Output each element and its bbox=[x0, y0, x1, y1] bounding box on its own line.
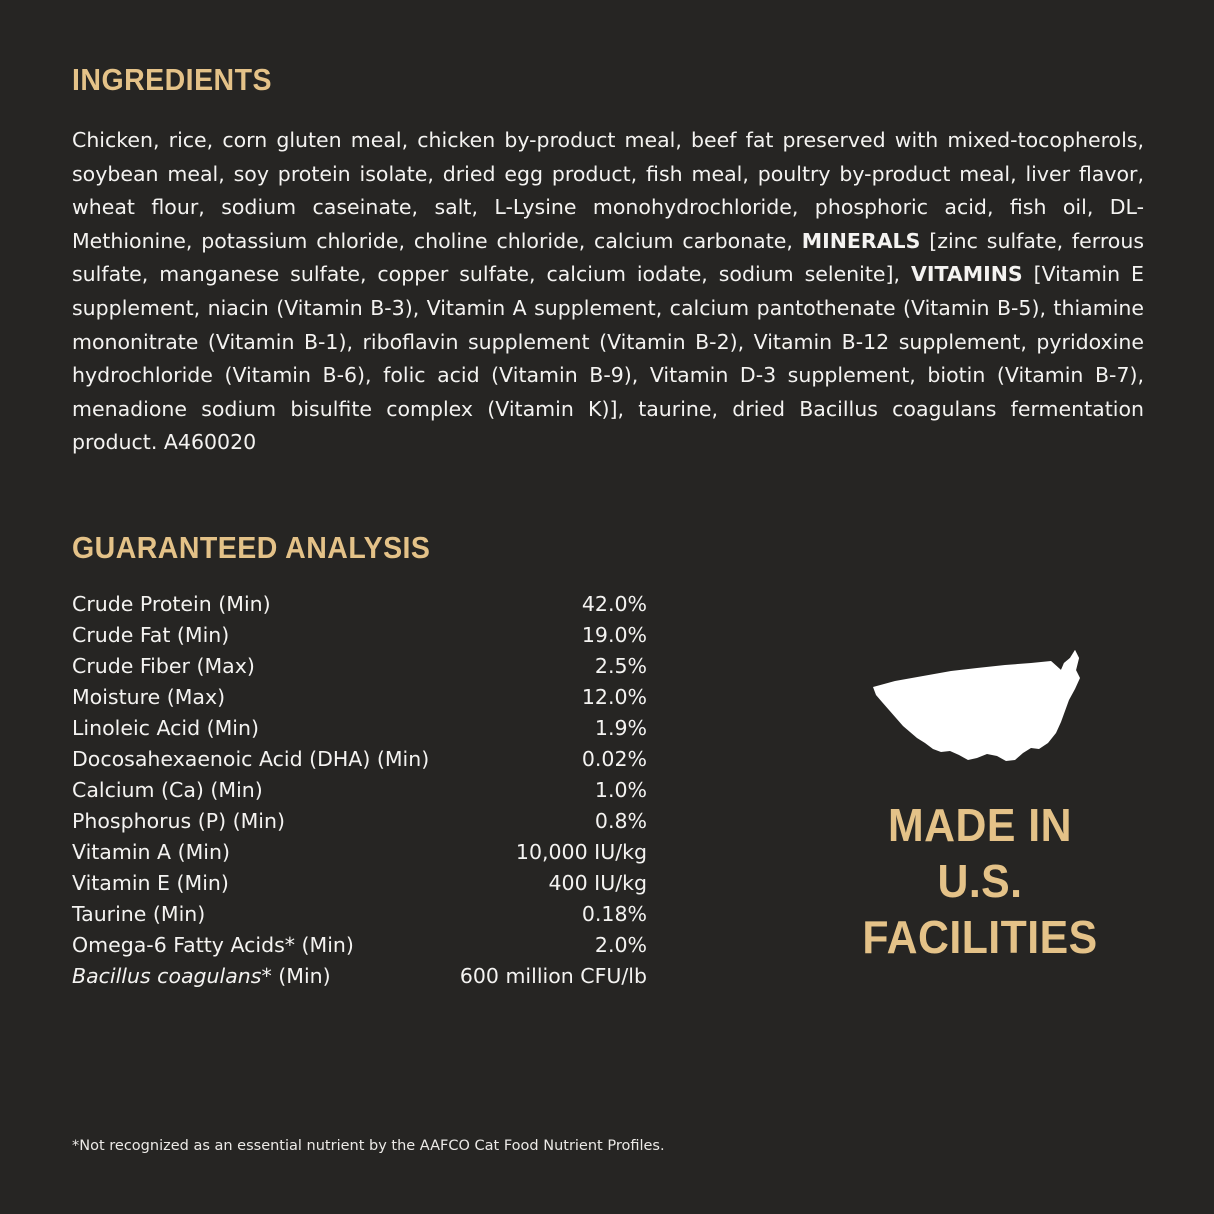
nutrient-value: 2.5% bbox=[594, 653, 647, 678]
guaranteed-analysis-row bbox=[72, 933, 647, 964]
nutrient-value: 12.0% bbox=[581, 684, 647, 709]
guaranteed-analysis-heading: GUARANTEED ANALYSIS bbox=[72, 529, 431, 565]
guaranteed-analysis-row bbox=[72, 685, 647, 716]
minerals-label: MINERALS bbox=[801, 228, 921, 253]
nutrient-value: 1.9% bbox=[594, 715, 647, 740]
guaranteed-analysis-row bbox=[72, 747, 647, 778]
guaranteed-analysis-row bbox=[72, 964, 647, 995]
nutrient-name: Vitamin A (Min) bbox=[72, 839, 230, 864]
nutrient-name: Moisture (Max) bbox=[72, 684, 226, 709]
guaranteed-analysis-row bbox=[72, 654, 647, 685]
nutrient-name-suffix: (Min) bbox=[271, 963, 331, 988]
nutrient-value: 600 million CFU/lb bbox=[459, 963, 647, 988]
ingredients-text-part2: [zinc sulfate, ferrous sulfate, manganese sulfate, copper sulfate, calcium iodate, sodium selenite], bbox=[72, 228, 1145, 287]
nutrient-value: 19.0% bbox=[581, 622, 647, 647]
nutrient-name-main: Bacillus coagulans* bbox=[72, 963, 272, 988]
nutrient-value: 0.02% bbox=[581, 746, 647, 771]
guaranteed-analysis-row bbox=[72, 840, 647, 871]
nutrient-name: Omega-6 Fatty Acids* (Min) bbox=[72, 932, 354, 957]
vitamins-label: VITAMINS bbox=[910, 262, 1023, 287]
guaranteed-analysis-row bbox=[72, 592, 647, 623]
nutrient-value: 1.0% bbox=[594, 777, 647, 802]
guaranteed-analysis-row bbox=[72, 902, 647, 933]
nutrient-name: Crude Fiber (Max) bbox=[72, 653, 255, 678]
nutrient-name: Crude Protein (Min) bbox=[72, 591, 271, 616]
nutrient-name: Taurine (Min) bbox=[72, 901, 206, 926]
guaranteed-analysis-row bbox=[72, 809, 647, 840]
nutrient-value: 0.8% bbox=[594, 808, 647, 833]
nutrient-name: Linoleic Acid (Min) bbox=[72, 715, 259, 740]
guaranteed-analysis-row bbox=[72, 871, 647, 902]
nutrient-name: Vitamin E (Min) bbox=[72, 870, 229, 895]
nutrient-name: Calcium (Ca) (Min) bbox=[72, 777, 263, 802]
guaranteed-analysis-table bbox=[72, 592, 647, 995]
usa-map-icon bbox=[865, 648, 1095, 783]
nutrient-value: 2.0% bbox=[594, 932, 647, 957]
made-in-usa-badge bbox=[820, 648, 1140, 965]
ingredients-text bbox=[72, 124, 1144, 460]
nutrient-name: Docosahexaenoic Acid (DHA) (Min) bbox=[72, 746, 430, 771]
nutrient-name: Crude Fat (Min) bbox=[72, 622, 230, 647]
guaranteed-analysis-row bbox=[72, 623, 647, 654]
nutrient-name bbox=[72, 964, 449, 995]
nutrient-value: 400 IU/kg bbox=[548, 870, 647, 895]
guaranteed-analysis-row bbox=[72, 716, 647, 747]
ingredients-text-part3: [Vitamin E supplement, niacin (Vitamin B-3), Vitamin A supplement, calcium pantothenate (Vitamin B-5), thiamine mononitrate (Vitamin B-1), riboflavin supplement (Vitamin B-2), Vitamin B-12 supplement, pyridoxine hydrochloride (Vitamin B-6), folic acid (Vitamin B-9), Vitamin D-3 supplement, biotin (Vitamin B-7), menadione sodium bisulfite complex (Vitamin K)], taurine, dried Bacillus coagulans fermentation product. A460020 bbox=[72, 262, 1145, 455]
nutrient-name: Phosphorus (P) (Min) bbox=[72, 808, 285, 833]
made-in-usa-line3: FACILITIES bbox=[862, 911, 1098, 963]
made-in-usa-line1: MADE IN bbox=[888, 799, 1072, 851]
nutrient-value: 42.0% bbox=[581, 591, 647, 616]
guaranteed-analysis-row bbox=[72, 778, 647, 809]
nutrient-value: 0.18% bbox=[581, 901, 647, 926]
ingredients-heading: INGREDIENTS bbox=[72, 62, 272, 97]
aafco-footnote: *Not recognized as an essential nutrient by the AAFCO Cat Food Nutrient Profiles. bbox=[72, 1138, 665, 1154]
made-in-usa-line2: U.S. bbox=[937, 855, 1023, 907]
nutrient-value: 10,000 IU/kg bbox=[515, 839, 647, 864]
ingredients-text-part1: Chicken, rice, corn gluten meal, chicken by-product meal, beef fat preserved with mixed-tocopherols, soybean meal, soy protein isolate, dried egg product, fish meal, poultry by-product meal, liver flavor, wheat flour, sodium caseinate, salt, L-Lysine monohydrochloride, phosphoric acid, fish oil, DL-Methionine, potassium chloride, choline chloride, calcium carbonate, bbox=[72, 128, 1144, 253]
